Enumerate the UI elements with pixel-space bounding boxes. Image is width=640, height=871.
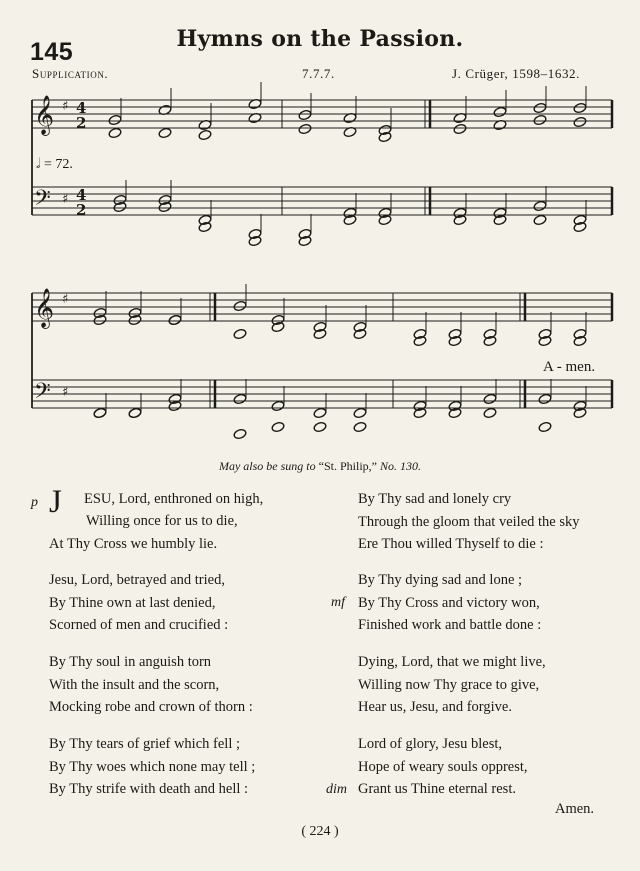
verse-line: Jesu, Lord, betrayed and tried, [49, 572, 225, 588]
note-head [483, 393, 497, 405]
composer: J. Crüger, 1598–1632. [452, 66, 580, 81]
verse-left-1b [86, 510, 238, 533]
verse-right-3 [358, 651, 546, 719]
section-title: Hymns on the Passion. [176, 26, 464, 52]
amen-end: Amen. [555, 801, 595, 817]
note-head [353, 407, 367, 419]
sharp-icon: ♯ [62, 192, 69, 207]
dynamic-mf: mf [331, 595, 345, 610]
drop-cap: J [49, 484, 62, 520]
note-head [353, 421, 367, 433]
time-signature: 4 [76, 186, 87, 204]
metre: 7.7.7. [302, 66, 335, 81]
note-head [298, 123, 312, 135]
verse-line: ESU, Lord, enthroned on high, [84, 491, 264, 507]
verse-right-1 [358, 488, 580, 556]
verse-line: Mocking robe and crown of thorn : [49, 699, 253, 715]
note-head [233, 328, 247, 340]
treble-clef-icon: 𝄞 [34, 95, 55, 135]
verse-line: Hope of weary souls opprest, [358, 758, 528, 775]
time-signature: 4 [76, 99, 87, 117]
note-head [538, 421, 552, 433]
note-head [271, 421, 285, 433]
verse-line: Scorned of men and crucified : [49, 617, 229, 633]
verse-line: Ere Thou willed Thyself to die : [358, 536, 544, 552]
note-head [168, 314, 182, 326]
verse-line: By Thy woes which none may tell ; [49, 758, 256, 775]
page-number: ( 224 ) [301, 824, 339, 839]
note-head [128, 407, 142, 419]
note-head [233, 393, 247, 405]
note-head [533, 102, 547, 114]
note-head [108, 114, 122, 126]
note-head [93, 407, 107, 419]
verse-left-4 [49, 733, 255, 801]
note-head [573, 102, 587, 114]
note-head [533, 200, 547, 212]
verse-line: Through the gloom that veiled the sky [358, 513, 580, 530]
bass-clef-icon: 𝄢 [34, 379, 51, 409]
verse-line: Willing now Thy grace to give, [358, 676, 540, 693]
verse-line: With the insult and the scorn, [49, 676, 220, 693]
sharp-icon: ♯ [62, 99, 69, 114]
verse-line: By Thy soul in anguish torn [49, 654, 212, 670]
note-head [573, 116, 587, 128]
verse-line: Grant us Thine eternal rest. [358, 781, 516, 797]
sharp-icon: ♯ [62, 292, 69, 307]
verse-left-3 [49, 651, 253, 719]
note-head [533, 214, 547, 226]
tune-name: Supplication. [32, 66, 109, 81]
alt-note-text: May also be sung to [218, 459, 316, 473]
verse-line: Lord of glory, Jesu blest, [358, 736, 503, 752]
note-head [298, 109, 312, 121]
note-head [233, 300, 247, 312]
time-signature: 2 [76, 201, 87, 219]
note-head [271, 400, 285, 412]
note-head [538, 393, 552, 405]
verse-left-2 [49, 569, 228, 637]
amen-lyric: A - men. [543, 359, 596, 375]
verse-line: By Thy sad and lonely cry [358, 491, 512, 507]
verse-line: By Thine own at last denied, [49, 594, 216, 611]
verse-line: By Thy strife with death and hell : [49, 781, 249, 797]
note-head [108, 127, 122, 139]
verse-left-1c [49, 533, 217, 556]
note-head [453, 123, 467, 135]
note-head [313, 421, 327, 433]
sharp-icon: ♯ [62, 385, 69, 400]
alt-note-number: No. 130. [379, 459, 421, 473]
bass-clef-icon: 𝄢 [34, 186, 51, 216]
verse-left-1 [84, 488, 263, 511]
verse-line: At Thy Cross we humbly lie. [49, 536, 218, 552]
verse-line: Finished work and battle done : [358, 617, 542, 633]
dynamic-dim: dim [326, 782, 347, 797]
alternative-tune-note [0, 459, 640, 474]
alt-note-tune: “St. Philip,” [318, 459, 377, 473]
verse-line: Dying, Lord, that we might live, [358, 654, 546, 670]
note-head [158, 127, 172, 139]
note-head [313, 407, 327, 419]
note-head [533, 114, 547, 126]
verse-right-4 [358, 733, 528, 801]
verse-right-2 [358, 569, 541, 637]
hymn-number: 145 [30, 38, 74, 66]
verse-line: By Thy tears of grief which fell ; [49, 736, 240, 752]
note-head [233, 428, 247, 440]
note-head [493, 106, 507, 118]
note-head [198, 129, 212, 141]
verse-line: Willing once for us to die, [86, 513, 238, 529]
note-head [483, 407, 497, 419]
treble-clef-icon: 𝄞 [34, 288, 55, 328]
verse-line: By Thy dying sad and lone ; [358, 572, 523, 588]
time-signature: 2 [76, 114, 87, 132]
verse-line: By Thy Cross and victory won, [358, 594, 540, 611]
tempo-marking: 𝅗𝅥 = 72. [36, 157, 73, 172]
verse-line: Hear us, Jesu, and forgive. [358, 699, 512, 715]
dynamic-p: p [31, 495, 38, 510]
